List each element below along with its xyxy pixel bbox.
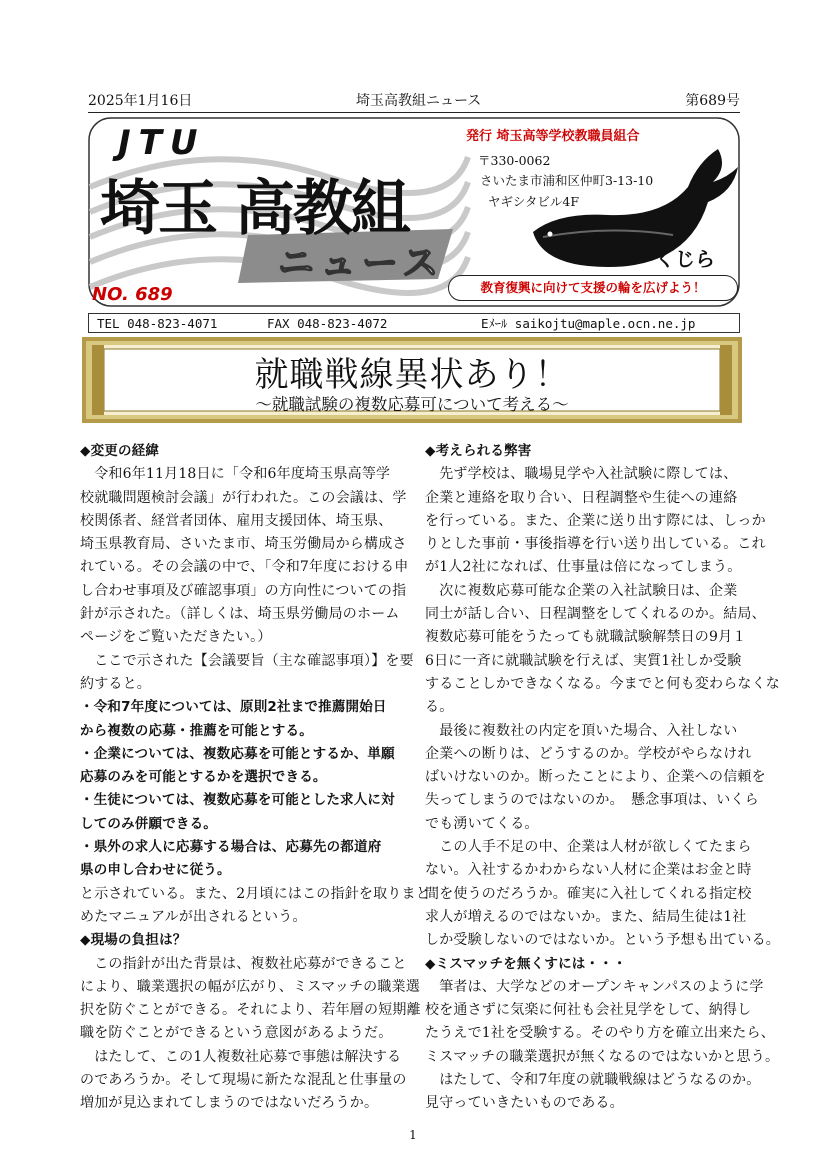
text-line: ない。入社するかわからない人材に企業はお金と時 (425, 862, 752, 879)
text-line: ページをご覧いただきたい。） (80, 629, 272, 646)
text-line: 次に複数応募可能な企業の入社試験日は、企業 (425, 582, 738, 599)
text-line: 校を通さずに気楽に何社も会社見学をして、納得し (425, 1002, 752, 1019)
jtu-logo: JTU (118, 123, 206, 163)
issue-label: 第689号 (685, 93, 740, 109)
section-heading: ◆ミスマッチを無くすには・・・ (425, 955, 627, 972)
text-line: 応募のみを可能とするかを選択できる。 (80, 769, 327, 786)
text-line: 増加が見込まれてしまうのではないだろうか。 (80, 1095, 379, 1112)
postal-code: 〒330-0062 (478, 153, 551, 168)
slogan: 教育復興に向けて支援の輪を広げよう！ (448, 275, 738, 301)
email[interactable]: Eﾒｰﾙ saikojtu@maple.ocn.ne.jp (481, 316, 696, 331)
text-line: 先ず学校は、職場見学や入社試験に際しては、 (425, 466, 738, 483)
building: ヤギシタビル4F (488, 194, 580, 209)
masthead-title: 埼玉 高教組 (100, 174, 409, 244)
headline-subtitle: ～就職試験の複数応募可について考える～ (255, 395, 569, 414)
text-line: することしかできなくなる。今までと何も変わらなくな (425, 675, 780, 692)
text-line: から複数の応募・推薦を可能とする。 (80, 722, 313, 739)
text-line: 6日に一斉に就職試験を行えば、実質1社しか受験 (425, 652, 742, 669)
section-heading: ◆現場の負担は？ (80, 932, 187, 949)
text-line: ・企業については、複数応募を可能とするか、単願 (80, 745, 395, 762)
text-line: により、職業選択の幅が広がり、ミスマッチの職業選 (80, 978, 420, 995)
text-line: 企業への断りは、どうするのか。学校がやらなけれ (425, 745, 752, 762)
text-line: りとした事前・事後指導を行い送り出している。これ (425, 536, 766, 553)
issue-number: NO. 689 (92, 284, 173, 305)
mascot-label: くじら (655, 247, 715, 271)
text-line: 埼玉県教育局、さいたま市、埼玉労働局から構成さ (80, 536, 407, 553)
page-header (88, 90, 740, 113)
fax: FAX 048-823-4072 (267, 316, 388, 331)
paper-name: 埼玉高教組ニュース (356, 93, 482, 109)
text-line: 複数応募可能をうたっても就職試験解禁日の9月１ (425, 629, 747, 646)
issue-date: 2025年1月16日 (88, 93, 193, 109)
text-line: でも湧いてくる。 (425, 815, 539, 832)
left-column (80, 440, 430, 1116)
text-line: 最後に複数社の内定を頂いた場合、入社しない (425, 722, 738, 739)
masthead-news: ニュース (278, 243, 445, 284)
text-line: と示されている。また、2月頃にはこの指針を取りまと (80, 885, 430, 902)
text-line: 約すると。 (80, 675, 151, 692)
right-column (425, 440, 780, 1116)
text-line: めたマニュアルが出されるという。 (80, 908, 307, 925)
text-line: 択を防ぐことができる。それにより、若年層の短期離 (80, 1002, 421, 1019)
text-line: 令和6年11月18日に「令和6年度埼玉県高等学 (80, 466, 391, 483)
text-line: れている。その会議の中で、「令和7年度における申 (80, 559, 409, 576)
text-line: ここで示された【会議要旨（主な確認事項）】を要 (80, 652, 414, 669)
text-line: 県の申し合わせに従う。 (80, 862, 231, 879)
text-line: ・令和7年度については、原則2社まで推薦開始日 (80, 699, 387, 716)
text-line: この人手不足の中、企業は人材が欲しくてたまら (425, 839, 752, 856)
text-line: る。 (425, 699, 454, 716)
text-line: ・生徒については、複数応募を可能とした求人に対 (80, 792, 395, 809)
text-line: しか受験しないのではないか。という予想も出ている。 (425, 932, 780, 949)
text-line: 校関係者、経営者団体、雇用支援団体、埼玉県、 (80, 512, 393, 529)
text-line: 針が示された。（詳しくは、埼玉県労働局のホーム (80, 606, 400, 623)
phone: TEL 048-823-4071 (97, 316, 218, 331)
section-heading: ◆変更の経緯 (80, 443, 160, 459)
text-line: し合わせ事項及び確認事項」の方向性についての指 (80, 582, 407, 599)
text-line: 失ってしまうのではないのか。 懸念事項は、いくら (425, 792, 759, 809)
text-line: のであろうか。そして現場に新たな混乱と仕事量の (80, 1072, 407, 1089)
text-line: 職を防ぐことができるという意図があるようだ。 (80, 1025, 393, 1042)
text-line: してのみ併願できる。 (80, 815, 217, 832)
text-line: たうえで1社を受験する。そのやり方を確立出来たら、 (425, 1025, 775, 1042)
text-line: 筆者は、大学などのオープンキャンパスのように学 (425, 978, 764, 995)
text-line: 間を使うのだろうか。確実に入社してくれる指定校 (425, 885, 752, 902)
masthead (88, 113, 740, 311)
text-line: ミスマッチの職業選択が無くなるのではないかと思う。 (425, 1048, 780, 1065)
text-line: 校就職問題検討会議」が行われた。この会議は、学 (80, 489, 407, 506)
publisher: 発行 埼玉高等学校教職員組合 (466, 129, 640, 144)
section-heading: ◆考えられる弊害 (425, 443, 532, 459)
text-line: が1人2社になれば、仕事量は倍になってしまう。 (425, 559, 742, 576)
address: さいたま市浦和区仲町3-13-10 (480, 173, 654, 188)
headline-title: 就職戦線異状あり！ (254, 355, 570, 395)
text-line: 見守っていきたいものである。 (425, 1095, 624, 1112)
text-line: はたして、令和7年度の就職戦線はどうなるのか。 (425, 1072, 761, 1089)
contact-bar (88, 313, 740, 333)
page-number: 1 (409, 1128, 417, 1142)
text-line: はたして、この1人複数社応募で事態は解決する (80, 1048, 402, 1065)
text-line: ・県外の求人に応募する場合は、応募先の都道府 (80, 839, 382, 856)
text-line: 同士が話し合い、日程調整をしてくれるのか。結局、 (425, 606, 766, 623)
text-line: 求人が増えるのではないか。また、結局生徒は1社 (425, 908, 747, 925)
text-line: 企業と連絡を取り合い、日程調整や生徒への連絡 (425, 489, 738, 506)
headline-banner (82, 337, 742, 423)
text-line: ばいけないのか。断ったことにより、企業への信頼を (425, 769, 766, 786)
text-line: この指針が出た背景は、複数社応募ができること (80, 955, 407, 972)
text-line: を行っている。また、企業に送り出す際には、しっか (425, 512, 766, 529)
